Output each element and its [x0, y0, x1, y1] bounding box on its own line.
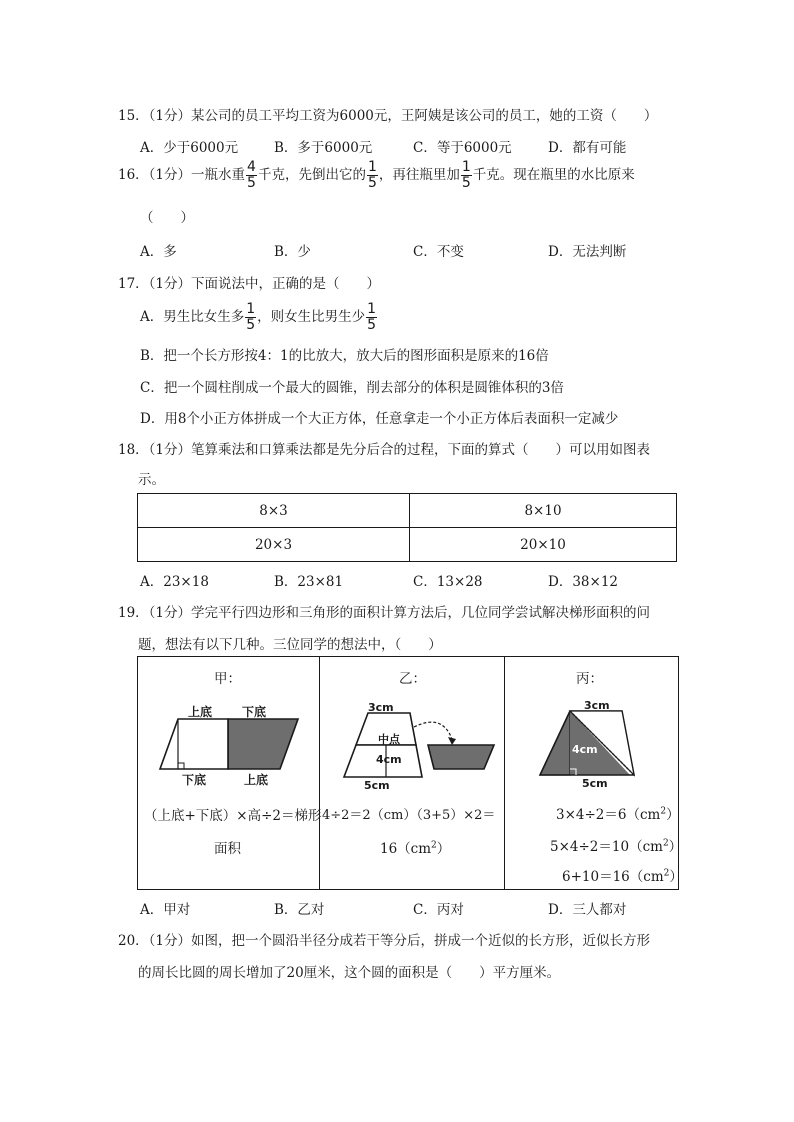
jia-formula-line-2: 面积 — [214, 841, 241, 857]
jia-label-top-right: 下底 — [242, 705, 267, 719]
q18-stem-line-2: 示。 — [138, 472, 165, 488]
q16-fraction-1-5-a — [367, 160, 378, 191]
bing-formula-line-2 — [550, 835, 682, 855]
q18-option-d[interactable]: D．38×12 — [548, 574, 618, 590]
q16-option-a[interactable]: A．多 — [140, 244, 177, 260]
bing-line-1-text: 3×4÷2＝6（cm — [556, 807, 661, 823]
fraction-numerator: 4 — [247, 159, 256, 175]
q19-option-c[interactable]: C．丙对 — [413, 902, 464, 918]
table-cell: 20×3 — [138, 528, 410, 562]
q19-option-a[interactable]: A．甲对 — [140, 902, 191, 918]
column-divider — [504, 657, 505, 889]
q17-a-text-1: A．男生比女生多 — [140, 309, 245, 325]
bing-line-2-exponent: 2 — [662, 838, 669, 849]
bing-formula-line-3 — [562, 865, 683, 885]
q16-stem — [118, 160, 635, 191]
fraction-numerator: 1 — [461, 159, 471, 175]
fraction-denominator: 5 — [367, 175, 377, 191]
q18-option-c[interactable]: C．13×28 — [413, 574, 483, 590]
q16-fraction-1-5-b — [461, 160, 472, 191]
q15-option-c[interactable]: C．等于6000元 — [413, 140, 512, 156]
fraction-numerator: 1 — [246, 301, 256, 317]
q19-option-b[interactable]: B．乙对 — [274, 902, 325, 918]
yi-formula-line-1: 4÷2＝2（cm）（3+5）×2＝ — [322, 808, 496, 823]
q17-option-b[interactable]: B．把一个长方形按4：1的比放大，放大后的图形面积是原来的16倍 — [140, 348, 549, 364]
q16-fraction-4-5 — [246, 160, 257, 191]
jia-parallelogram-diagram — [152, 699, 312, 789]
q19-figure-box — [137, 656, 683, 890]
bing-line-3-close: ） — [669, 869, 683, 885]
bing-label-bottom: 5cm — [582, 777, 608, 790]
yi-label-height: 4cm — [376, 753, 402, 766]
jia-title: 甲： — [214, 671, 241, 687]
q15-option-a[interactable]: A．少于6000元 — [140, 140, 239, 156]
q17-a-text-2: ，则女生比男生少 — [257, 309, 366, 325]
q19-stem-line-2: 题，想法有以下几种。三位同学的想法中，（ ） — [138, 637, 442, 653]
bing-formula-line-1 — [556, 803, 680, 823]
jia-shaded-trapezoid — [228, 719, 298, 769]
bing-title: 丙： — [576, 671, 603, 687]
q16-text-3: ，再往瓶里加 — [378, 167, 460, 183]
fraction-numerator: 1 — [367, 159, 377, 175]
bing-label-height: 4cm — [572, 743, 598, 756]
bing-line-1-close: ） — [666, 807, 680, 823]
q20-stem-line-2: 的周长比圆的周长增加了20厘米，这个圆的面积是（ ）平方厘米。 — [138, 965, 561, 981]
table-cell: 20×10 — [410, 528, 677, 562]
q16-text-4: 千克。现在瓶里的水比原来 — [472, 167, 635, 183]
q17-stem: 17．（1分）下面说法中，正确的是（ ） — [118, 276, 381, 292]
bing-line-2-text: 5×4÷2＝10（cm — [550, 839, 663, 855]
jia-label-top-left: 上底 — [188, 705, 213, 719]
jia-label-bottom-right: 上底 — [244, 773, 269, 787]
yi-formula-2-exponent: 2 — [431, 840, 437, 851]
q16-option-b[interactable]: B．少 — [274, 244, 311, 260]
bing-line-1-exponent: 2 — [660, 806, 667, 817]
yi-moved-shaded-piece — [428, 745, 494, 769]
fraction-denominator: 5 — [367, 317, 377, 333]
table-cell: 8×10 — [410, 494, 677, 528]
q17-option-a[interactable] — [140, 302, 378, 333]
q20-stem-line-1: 20．（1分）如图，把一个圆沿半径分成若干等分后，拼成一个近似的长方形，近似长方形 — [118, 933, 651, 949]
bing-line-3-exponent: 2 — [663, 868, 670, 879]
q16-text-1: 16．（1分）一瓶水重 — [118, 167, 246, 183]
q18-stem-line-1: 18．（1分）笔算乘法和口算乘法都是先分后合的过程，下面的算式（ ）可以用如图表 — [118, 442, 651, 458]
jia-white-trapezoid — [160, 719, 228, 769]
fraction-denominator: 5 — [247, 175, 256, 191]
q17-option-d[interactable]: D．用8个小正方体拼成一个大正方体，任意拿走一个小正方体后表面积一定减少 — [140, 411, 619, 427]
q17-fraction-1-5-b — [366, 302, 377, 333]
yi-label-bottom: 5cm — [364, 779, 390, 792]
q15-option-b[interactable]: B．多于6000元 — [274, 140, 373, 156]
q18-option-a[interactable]: A．23×18 — [140, 574, 209, 590]
yi-arrow-head — [448, 737, 456, 745]
bing-line-3-text: 6+10＝16（cm — [562, 869, 664, 885]
jia-label-bottom-left: 下底 — [182, 773, 207, 787]
yi-formula-2-text: 16（cm — [380, 841, 432, 857]
fraction-denominator: 5 — [461, 175, 471, 191]
jia-formula-line-1: （上底+下底）×高÷2＝梯形 — [144, 808, 322, 824]
bing-line-2-close: ） — [668, 839, 683, 855]
bing-label-top: 3cm — [584, 699, 610, 712]
fraction-numerator: 1 — [367, 301, 377, 317]
yi-trapezoid-diagram — [324, 693, 504, 793]
fraction-denominator: 5 — [246, 317, 256, 333]
q18-option-b[interactable]: B．23×81 — [274, 574, 344, 590]
q16-option-c[interactable]: C．不变 — [413, 244, 464, 260]
q19-option-d[interactable]: D．三人都对 — [548, 902, 627, 918]
yi-label-top: 3cm — [368, 701, 394, 714]
q16-option-d[interactable]: D．无法判断 — [548, 244, 627, 260]
q17-fraction-1-5-a — [245, 302, 256, 333]
column-divider — [319, 657, 320, 889]
yi-formula-2-close: ） — [436, 841, 451, 857]
yi-label-midpoint: 中点 — [378, 733, 400, 746]
table-cell: 8×3 — [138, 494, 410, 528]
yi-formula-line-2 — [380, 837, 450, 857]
q19-stem-line-1: 19．（1分）学完平行四边形和三角形的面积计算方法后，几位同学尝试解决梯形面积的问 — [118, 605, 651, 621]
q18-multiplication-table — [137, 493, 677, 562]
q16-answer-paren: （ ） — [140, 210, 194, 226]
yi-rotation-arrow — [414, 722, 452, 739]
q16-text-2: 千克，先倒出它的 — [257, 167, 366, 183]
q15-option-d[interactable]: D．都有可能 — [548, 140, 627, 156]
q15-stem: 15．（1分）某公司的员工平均工资为6000元，王阿姨是该公司的员工，她的工资（ ） — [118, 108, 658, 124]
yi-title: 乙： — [399, 671, 426, 687]
q17-option-c[interactable]: C．把一个圆柱削成一个最大的圆锥，削去部分的体积是圆锥体积的3倍 — [140, 380, 564, 396]
